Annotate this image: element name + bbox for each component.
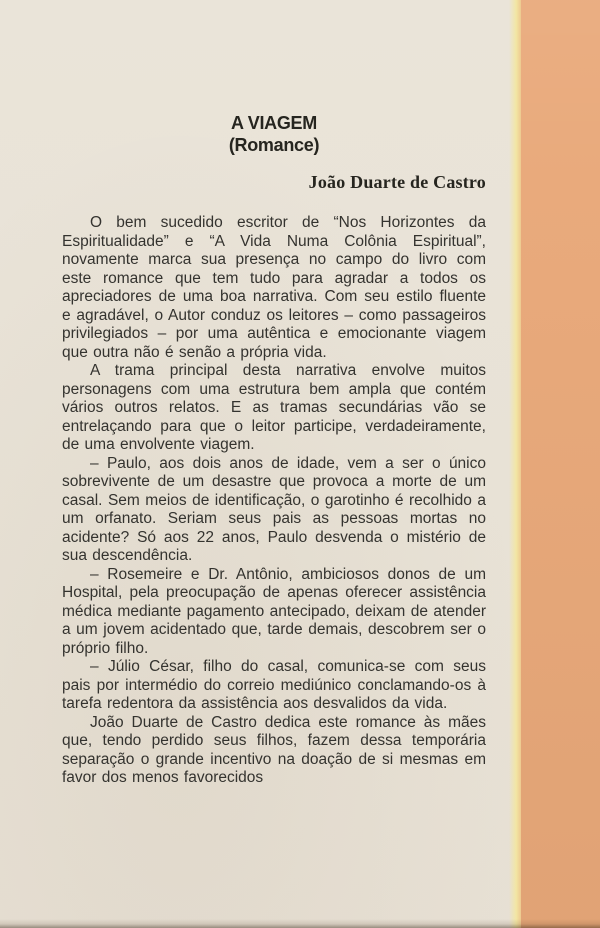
paragraph: O bem sucedido escritor de “Nos Horizontes da Espiritualidade” e “A Vida Numa Colônia Espiritual”, novamente marca sua presença no campo do livro com este romance que tem tudo para agradar a todos os apreciadores de uma boa narrativa. Com seu estilo fluente e agradável, o Autor conduz os leitores – como passageiros privilegiados – por uma autêntica e emocionante viagem que outra não é senão a própria vida. [62, 214, 486, 361]
page-title: A VIAGEM [231, 113, 317, 133]
paragraph: – Júlio César, filho do casal, comunica-se com seus pais por intermédio do correio mediúnico conclamando-os à tarefa redentora da assistência aos desvalidos da vida. [62, 658, 486, 712]
paragraphs [62, 214, 486, 788]
paragraph: – Paulo, aos dois anos de idade, vem a ser o único sobrevivente de um desastre que provoca a morte de um casal. Sem meios de identificação, o garotinho é recolhido a um orfanato. Seriam seus pais as pessoas mortas no acidente? Só aos 22 anos, Paulo desvenda o mistério de sua descendência. [62, 454, 486, 564]
paragraph: – Rosemeire e Dr. Antônio, ambiciosos donos de um Hospital, pela preocupação de apenas oferecer assistência médica mediante pagamento antecipado, deixam de atender a um jovem acidentado que, tarde demais, descobrem ser o próprio filho. [62, 565, 486, 657]
author-name: João Duarte de Castro [308, 172, 486, 192]
cover-stripe-edge [509, 0, 521, 928]
page-bottom-edge-shadow [0, 919, 600, 928]
title-block [62, 112, 486, 156]
blurb-content [62, 112, 486, 788]
paragraph: A trama principal desta narrativa envolve muitos personagens com uma estrutura bem ampla que contém vários outros relatos. E as tramas secundárias vão se entrelaçando para que o leitor participe, verdadeiramente, de uma envolvente viagem. [62, 362, 486, 453]
paragraph: João Duarte de Castro dedica este romance às mães que, tendo perdido seus filhos, fazem dessa temporária separação o grande incentivo na doação de si mesmas em favor dos menos favorecidos [62, 713, 486, 786]
page-subtitle: (Romance) [228, 135, 320, 155]
cover-stripe [521, 0, 600, 928]
